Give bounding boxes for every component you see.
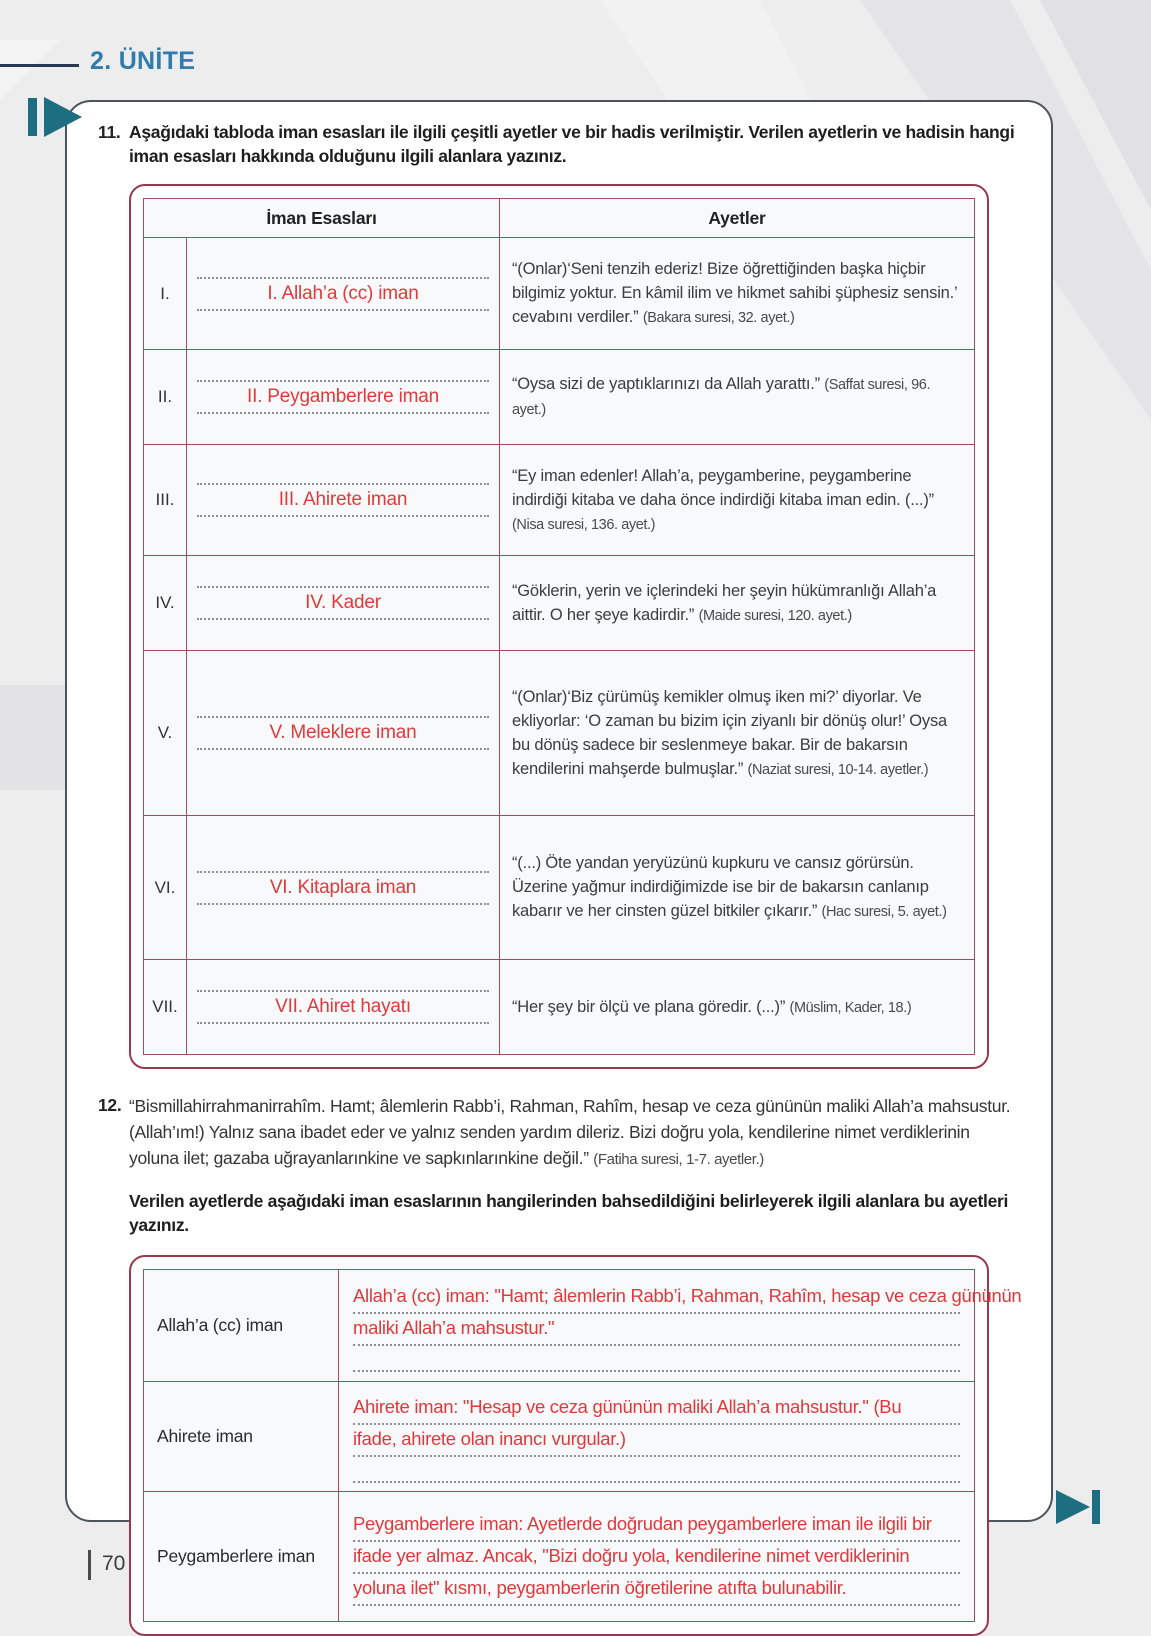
question-11-number: 11.: [98, 122, 121, 142]
principle-label: Ahirete iman: [144, 1382, 339, 1492]
table-row: [144, 816, 975, 960]
verse-cell: [500, 350, 975, 445]
question-11-prompt: Aşağıdaki tabloda iman esasları ile ilgili çeşitli ayetler ve bir hadis verilmiştir. Verilen ayetlerin ve hadisin hangi iman esasları hakkında olduğunu ilgili alanlara yazınız.: [129, 122, 1015, 166]
table-header-row: [144, 199, 975, 238]
verse-source: (Nisa suresi, 136. ayet.): [512, 516, 656, 533]
principle-label: Allah’a (cc) iman: [144, 1270, 339, 1382]
dotted-line: [197, 748, 489, 750]
table-row: [144, 960, 975, 1055]
answer-text: VII. Ahiret hayatı: [275, 996, 411, 1017]
question-12: [98, 1093, 1015, 1173]
answers-table-frame: [129, 1255, 1022, 1636]
verse-cell: [500, 556, 975, 651]
answer-field[interactable]: [187, 238, 500, 350]
faith-principles-table-frame: [129, 184, 989, 1069]
verse-text: “(Onlar)‘Biz çürümüş kemikler olmuş iken mi?’ diyorlar. Ve ekliyorlar: ‘O zaman bu bizim için ziyanlı bir dönüş olur!’ Oysa bu dönüş sadece bir seslenmeye bakar. Bir de bakarsın kendilerini mahşerde bulmuşlar.”: [512, 687, 948, 778]
answer-line: ifade yer almaz. Ancak, "Bizi doğru yola, kendilerine nimet verdiklerinin: [353, 1544, 910, 1566]
table-row: [144, 1382, 975, 1492]
answer-line: ifade, ahirete olan inancı vurgular.): [353, 1427, 626, 1449]
question-12-number: 12.: [98, 1095, 122, 1115]
header-rule: [0, 64, 79, 67]
verse-source: (Müslim, Kader, 18.): [789, 999, 912, 1016]
row-numeral: I.: [144, 238, 187, 350]
table-row: [144, 556, 975, 651]
column-header-ayetler: Ayetler: [500, 199, 975, 238]
dotted-line: [197, 515, 489, 517]
verse-text: “(...) Öte yandan yeryüzünü kupkuru ve cansız görürsün. Üzerine yağmur indirdiğimizde ise bir de bakarsın canlanıp kabarır ve her cinsten güzel bitkiler çıkarır.”: [512, 854, 929, 920]
verse-cell: [500, 445, 975, 556]
answer-line: Allah’a (cc) iman: "Hamt; âlemlerin Rabb’i, Rahman, Rahîm, hesap ve ceza gününün: [353, 1284, 1022, 1306]
answer-line: Peygamberlere iman: Ayetlerde doğrudan peygamberlere iman ile ilgili bir: [353, 1512, 932, 1534]
verse-cell: [500, 816, 975, 960]
table-row: [144, 1270, 975, 1382]
row-numeral: VII.: [144, 960, 187, 1055]
verse-source: (Naziat suresi, 10-14. ayetler.): [747, 761, 929, 778]
play-marker-icon: [28, 97, 82, 142]
answer-text: V. Meleklere iman: [269, 722, 417, 743]
page-number: 70: [88, 1550, 125, 1580]
dotted-line: [197, 618, 489, 620]
column-header-iman-esaslari: İman Esasları: [144, 199, 500, 238]
verse-text: “Her şey bir ölçü ve plana göredir. (...)”: [512, 997, 786, 1016]
passage-text: “Bismillahirrahmanirrahîm. Hamt; âlemlerin Rabb’i, Rahman, Rahîm, hesap ve ceza gününün maliki Allah’a mahsustur. (Allah’ım!) Yalnız sana ibadet eder ve yalnız senden yardım dileriz. Bizi doğru yola, kendilerine nimet verdiklerinin yoluna ilet; gazaba uğrayanlarınkine ve sapkınlarınkine değil.”: [129, 1096, 1011, 1168]
verse-text: “Ey iman edenler! Allah’a, peygamberine, peygamberine indirdiği kitaba ve daha önce indirdiği kitaba iman edin. (...)”: [512, 466, 934, 509]
question-12-instruction: Verilen ayetlerde aşağıdaki iman esaslarının hangilerinden bahsedildiğini belirleyerek ilgili alanlara bu ayetleri yazınız.: [129, 1191, 1009, 1235]
answer-text: II. Peygamberlere iman: [246, 386, 440, 407]
answer-field[interactable]: [339, 1492, 975, 1622]
row-numeral: V.: [144, 651, 187, 816]
row-numeral: III.: [144, 445, 187, 556]
question-12-passage: [129, 1093, 1015, 1173]
answer-line: Ahirete iman: "Hesap ve ceza gününün maliki Allah’a mahsustur." (Bu: [353, 1395, 902, 1417]
answer-field[interactable]: [187, 556, 500, 651]
table-row: [144, 1492, 975, 1622]
answer-field[interactable]: [187, 445, 500, 556]
answers-table: [143, 1269, 1022, 1622]
verse-cell: [500, 651, 975, 816]
principle-label: Peygamberlere iman: [144, 1492, 339, 1622]
verse-cell: [500, 238, 975, 350]
unit-title: 2. ÜNİTE: [90, 47, 196, 75]
answer-field[interactable]: [187, 350, 500, 445]
verse-cell: [500, 960, 975, 1055]
verse-text: “Oysa sizi de yaptıklarınızı da Allah yarattı.”: [512, 375, 820, 393]
answer-field[interactable]: [187, 651, 500, 816]
table-row: [144, 445, 975, 556]
verse-source: (Hac suresi, 5. ayet.): [821, 904, 947, 920]
dotted-line: [353, 1457, 960, 1483]
answer-text: III. Ahirete iman: [278, 489, 408, 510]
answer-field[interactable]: [339, 1382, 975, 1492]
answer-field[interactable]: [187, 960, 500, 1055]
row-numeral: VI.: [144, 816, 187, 960]
dotted-line: [353, 1346, 960, 1372]
answer-line: maliki Allah’a mahsustur.": [353, 1316, 555, 1338]
answer-text: IV. Kader: [305, 592, 381, 613]
table-row: [144, 238, 975, 350]
next-marker-icon: [1056, 1490, 1100, 1529]
row-numeral: II.: [144, 350, 187, 445]
verse-text: “(Onlar)‘Seni tenzih ederiz! Bize öğrettiğinden başka hiçbir bilgimiz yoktur. En kâmil ilim ve hikmet sahibi şüphesiz sensin.’ cevabını verdiler.”: [512, 260, 957, 326]
answer-text: I. Allah’a (cc) iman: [267, 282, 419, 304]
dotted-line: [197, 412, 489, 414]
dotted-line: [197, 309, 489, 311]
answer-line: yoluna ilet" kısmı, peygamberlerin öğretilerine atıfta bulunabilir.: [353, 1576, 847, 1598]
verse-source: (Saffat suresi, 96. ayet.): [512, 377, 931, 418]
verse-source: (Bakara suresi, 32. ayet.): [642, 310, 795, 326]
row-numeral: IV.: [144, 556, 187, 651]
question-11: [98, 120, 1015, 168]
answer-field[interactable]: [339, 1270, 1022, 1382]
faith-principles-table: [143, 198, 975, 1055]
dotted-line: [197, 903, 489, 905]
answer-text: VI. Kitaplara iman: [269, 876, 417, 898]
verse-source: (Maide suresi, 120. ayet.): [698, 607, 852, 624]
answer-field[interactable]: [187, 816, 500, 960]
table-row: [144, 651, 975, 816]
dotted-line: [197, 1022, 489, 1024]
verse-text: “Göklerin, yerin ve içlerindeki her şeyin hükümranlığı Allah’a aittir. O her şeye kadirdir.”: [512, 581, 937, 624]
table-row: [144, 350, 975, 445]
passage-source: (Fatiha suresi, 1-7. ayetler.): [593, 1151, 764, 1168]
